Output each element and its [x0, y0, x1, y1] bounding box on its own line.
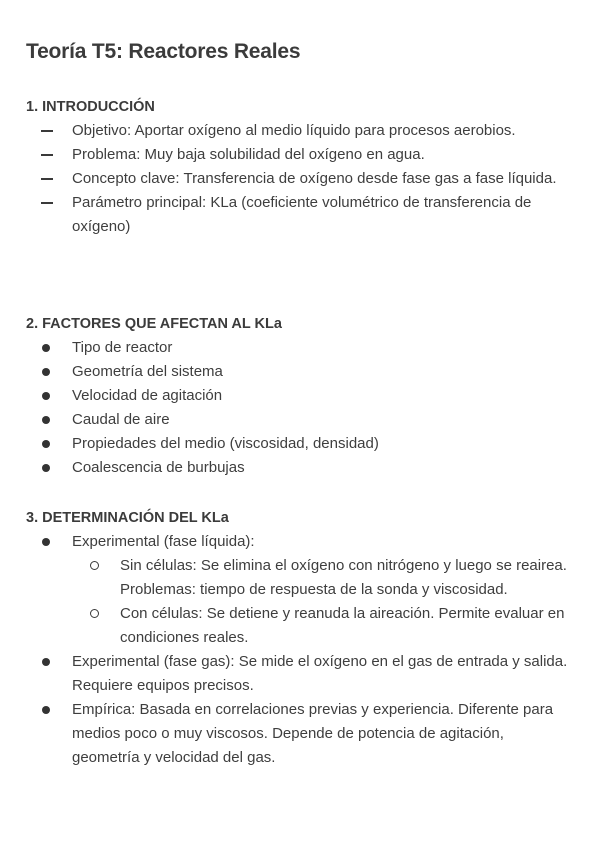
- list-item: [26, 408, 579, 432]
- list-item: [26, 384, 579, 408]
- dash-bullet-icon: [41, 154, 53, 156]
- list-item-text: Coalescencia de burbujas: [72, 459, 245, 476]
- list-item: [26, 143, 579, 167]
- sub-list-item-text: Con células: Se detiene y reanuda la aireación. Permite evaluar en condiciones reales.: [120, 605, 565, 646]
- list-item: [26, 432, 579, 456]
- list-item-text: Experimental (fase gas): Se mide el oxígeno en el gas de entrada y salida. Requiere equipos precisos.: [72, 653, 568, 694]
- section-heading: 2. FACTORES QUE AFECTAN AL KLa: [26, 316, 282, 332]
- list-item-text: Propiedades del medio (viscosidad, densidad): [72, 435, 379, 452]
- list-item-text: Empírica: Basada en correlaciones previas y experiencia. Diferente para medios poco o muy viscosos. Depende de potencia de agitación, geometría y velocidad del gas.: [72, 701, 554, 766]
- bullet-dot-icon: [42, 440, 50, 448]
- list-item: [26, 698, 579, 770]
- bullet-dot-icon: [42, 464, 50, 472]
- hollow-circle-bullet-icon: [90, 609, 99, 618]
- list-item-text: Geometría del sistema: [72, 363, 223, 380]
- section-introduccion: [26, 95, 579, 239]
- section-determinacion: [26, 506, 579, 770]
- section-heading: 1. INTRODUCCIÓN: [26, 99, 155, 115]
- page-title: Teoría T5: Reactores Reales: [26, 40, 301, 63]
- sub-list-item-text: Sin células: Se elimina el oxígeno con nitrógeno y luego se reairea. Problemas: tiempo de respuesta de la sonda y viscosidad.: [120, 557, 567, 598]
- bullet-dot-icon: [42, 344, 50, 352]
- hollow-circle-bullet-icon: [90, 561, 99, 570]
- bullet-dot-icon: [42, 658, 50, 666]
- bullet-dot-icon: [42, 392, 50, 400]
- section-factores: [26, 312, 579, 480]
- bullet-dot-icon: [42, 538, 50, 546]
- list-item: [26, 119, 579, 143]
- list-item: [26, 191, 579, 239]
- bullet-dot-icon: [42, 368, 50, 376]
- list-item-text: Parámetro principal: KLa (coeficiente volumétrico de transferencia de oxígeno): [72, 194, 532, 235]
- list-item-text: Experimental (fase líquida):: [72, 533, 255, 550]
- list-item: [26, 360, 579, 384]
- list-item-text: Concepto clave: Transferencia de oxígeno desde fase gas a fase líquida.: [72, 170, 557, 187]
- list-item-text: Problema: Muy baja solubilidad del oxígeno en agua.: [72, 146, 425, 163]
- dash-bullet-icon: [41, 202, 53, 204]
- dash-bullet-icon: [41, 130, 53, 132]
- list-item-text: Velocidad de agitación: [72, 387, 223, 404]
- sub-list-item: [26, 554, 579, 602]
- list-item: [26, 530, 579, 554]
- dash-bullet-icon: [41, 178, 53, 180]
- list-item: [26, 336, 579, 360]
- sub-list-item: [26, 602, 579, 650]
- section-heading: 3. DETERMINACIÓN DEL KLa: [26, 510, 229, 526]
- list-item-text: Objetivo: Aportar oxígeno al medio líquido para procesos aerobios.: [72, 122, 516, 139]
- bullet-dot-icon: [42, 706, 50, 714]
- list-item: [26, 167, 579, 191]
- list-item-text: Tipo de reactor: [72, 339, 173, 356]
- list-item-text: Caudal de aire: [72, 411, 170, 428]
- list-item: [26, 650, 579, 698]
- bullet-dot-icon: [42, 416, 50, 424]
- list-item: [26, 456, 579, 480]
